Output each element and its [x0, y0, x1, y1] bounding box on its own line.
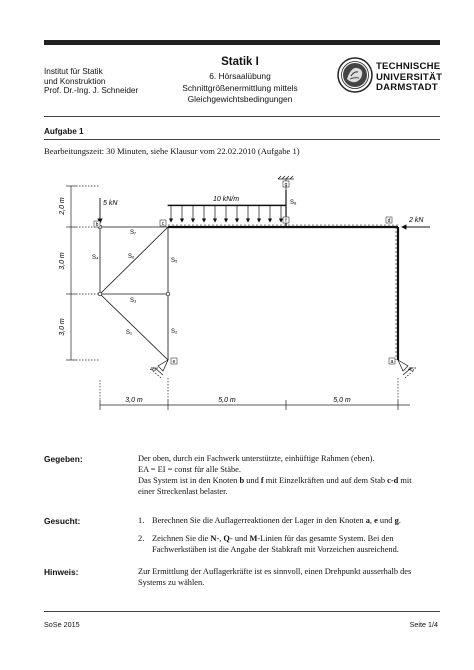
given-line: einer Streckenlast belaster.: [138, 487, 228, 496]
load-label-d: 2 kN: [409, 217, 424, 224]
dim-label-v3: 3,0 m: [59, 318, 66, 336]
dim-label-h3: 5,0 m: [333, 397, 351, 404]
given-line: Das System ist in den Knoten b und f mit Einzelkräften und auf dem Stab c-d mit: [138, 476, 412, 485]
task-title: Aufgabe 1: [44, 127, 84, 136]
load-label-distributed: 10 kN/m: [212, 196, 240, 203]
node-label: e: [172, 359, 176, 365]
given-line: Der oben, durch ein Fachwerk unterstützte, einhüftige Rahmen (eben).: [138, 454, 375, 463]
institute-line: Institut für Statik: [44, 67, 103, 76]
dim-label-h2: 5,0 m: [218, 397, 236, 404]
node-label: a: [390, 359, 394, 365]
wanted-label: Gesucht:: [44, 516, 81, 526]
bar-label: S₂: [171, 329, 178, 335]
bar-label: S₁: [126, 330, 133, 336]
wanted-item-1: 1. Berechnen Sie die Auflagerreaktionen der Lager in den Knoten a, e und g.: [138, 516, 401, 525]
list-number: 2.: [138, 534, 145, 543]
institute-line: und Konstruktion: [44, 76, 106, 86]
horizontal-dimension-lines: [100, 378, 410, 410]
given-text: [138, 453, 438, 497]
vertical-dimension-lines: [66, 186, 100, 360]
given-label: Gegeben:: [44, 454, 83, 464]
footer-semester: SoSe 2015: [44, 620, 80, 629]
node-labels: [94, 181, 395, 365]
node-label: d: [387, 218, 391, 224]
dim-label-v1: 2,0 m: [59, 197, 66, 215]
university-line: DARMSTADT: [376, 82, 438, 93]
list-number: 1.: [138, 516, 145, 525]
angle-label-f: 45°: [408, 367, 417, 373]
time-note: Bearbeitungszeit: 30 Minuten, siehe Klausur vom 22.02.2010 (Aufgabe 1): [44, 146, 300, 156]
exercise-topic: Gleichgewichtsbedingungen: [187, 94, 293, 104]
university-seal-icon: [337, 57, 373, 93]
truss-bars: [100, 227, 168, 360]
given-line: EA = EI = const für alle Stäbe.: [138, 465, 241, 474]
bar-label: S₅: [171, 258, 178, 264]
university-name: [376, 62, 442, 94]
bar-label: S₄: [92, 255, 99, 261]
professor-line: Prof. Dr.-Ing. J. Schneider: [44, 86, 139, 95]
node-label: f: [285, 218, 287, 224]
header-divider: [44, 116, 440, 117]
frame: [168, 190, 398, 360]
node-label: c: [161, 221, 165, 227]
bar-label: S₇: [130, 230, 137, 236]
angle-label-e: 45°: [150, 367, 159, 373]
dim-label-v2: 3,0 m: [59, 252, 66, 270]
wanted-item-2: 2. Zeichnen Sie die N-, Q- und M-Linien für das gesamte System. Bei den Fachwerkstäben ist die Angabe der Stabkraft mit Vorzeichen ausreichend.: [138, 534, 399, 554]
node-label: b: [95, 222, 99, 228]
hint-text: Zur Ermittlung der Auflagerkräfte ist es sinnvoll, einen Drehpunkt ausserhalb des Systems zu wählen.: [138, 567, 412, 587]
footer-divider: [44, 611, 440, 612]
dim-label-h1: 3,0 m: [125, 397, 143, 404]
course-title-block: [160, 56, 320, 106]
hint-label: Hinweis:: [44, 567, 79, 577]
exercise-number: 6. Hörsaalübung: [209, 71, 271, 81]
course-title: Statik I: [221, 56, 259, 68]
load-label-b: 5 kN: [103, 200, 118, 207]
university-line: TECHNISCHE: [376, 61, 441, 72]
bar-label: S₆: [128, 254, 135, 260]
institute-block: [44, 67, 154, 96]
header-bar: [44, 40, 440, 45]
bar-label: S₃: [130, 298, 137, 304]
footer-page-number: Seite 1/4: [409, 620, 438, 629]
exercise-topic: Schnittgrößenermittlung mittels: [182, 82, 298, 93]
task-divider: [44, 139, 440, 140]
distributed-load: [168, 205, 286, 222]
bar-label: S₈: [290, 200, 297, 206]
node-label: g: [284, 182, 288, 188]
structural-diagram: [44, 168, 444, 418]
university-line: UNIVERSITÄT: [376, 71, 443, 83]
